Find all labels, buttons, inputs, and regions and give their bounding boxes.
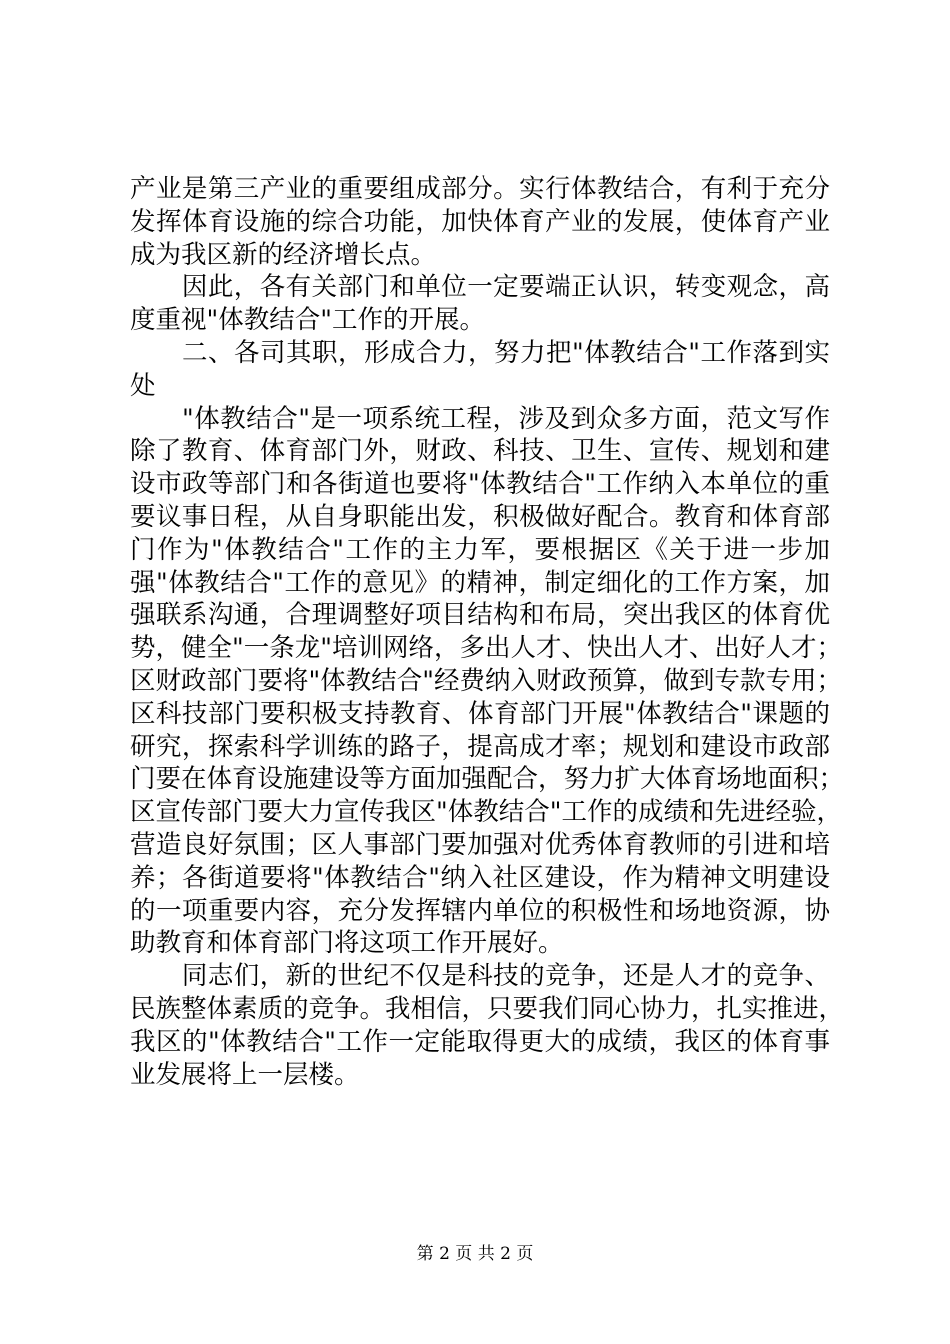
text-line: 强"体教结合"工作的意见》的精神，制定细化的工作方案，加 <box>130 567 830 598</box>
text-line: 成为我区新的经济增长点。 <box>130 239 437 270</box>
text-line: 产业是第三产业的重要组成部分。实行体教结合，有利于充分 <box>130 174 830 204</box>
text-line: "体教结合"是一项系统工程，涉及到众多方面，范文写作 <box>130 403 830 434</box>
text-line: 区财政部门要将"体教结合"经费纳入财政预算，做到专款专用； <box>130 665 842 696</box>
text-line: 处 <box>130 370 156 401</box>
text-line: 同志们，新的世纪不仅是科技的竞争，还是人才的竞争、 <box>130 961 830 992</box>
text-line: 发挥体育设施的综合功能，加快体育产业的发展，使体育产业 <box>130 206 830 237</box>
text-line: 区科技部门要积极支持教育、体育部门开展"体教结合"课题的 <box>130 698 830 729</box>
text-line: 门作为"体教结合"工作的主力军，要根据区《关于进一步加 <box>130 534 830 565</box>
text-line: 门要在体育设施建设等方面加强配合，努力扩大体育场地面积； <box>130 764 845 795</box>
text-line: 强联系沟通，合理调整好项目结构和布局，突出我区的体育优 <box>130 600 830 631</box>
text-line: 势，健全"一条龙"培训网络，多出人才、快出人才、出好人才； <box>130 633 842 664</box>
text-line: 营造良好氛围；区人事部门要加强对优秀体育教师的引进和培 <box>130 829 830 860</box>
text-line: 除了教育、体育部门外，财政、科技、卫生、宣传、规划和建 <box>130 436 830 467</box>
text-line: 我区的"体教结合"工作一定能取得更大的成绩，我区的体育事 <box>130 1026 830 1057</box>
text-line: 业发展将上一层楼。 <box>130 1059 360 1090</box>
text-line: 要议事日程，从自身职能出发，积极做好配合。教育和体育部 <box>130 501 830 532</box>
text-line: 的一项重要内容，充分发挥辖内单位的积极性和场地资源，协 <box>130 895 830 926</box>
text-line: 度重视"体教结合"工作的开展。 <box>130 305 485 336</box>
document-body <box>130 173 845 1091</box>
text-line: 因此，各有关部门和单位一定要端正认识，转变观念，高 <box>130 272 830 303</box>
text-line: 研究，探索科学训练的路子，提高成才率；规划和建设市政部 <box>130 731 830 762</box>
text-line: 二、各司其职，形成合力，努力把"体教结合"工作落到实 <box>130 337 830 368</box>
text-line: 养；各街道要将"体教结合"纳入社区建设，作为精神文明建设 <box>130 862 830 893</box>
text-line: 设市政等部门和各街道也要将"体教结合"工作纳入本单位的重 <box>130 469 830 500</box>
text-line: 区宣传部门要大力宣传我区"体教结合"工作的成绩和先进经验， <box>130 797 842 828</box>
text-line: 民族整体素质的竞争。我相信，只要我们同心协力，扎实推进， <box>130 993 845 1024</box>
text-line: 助教育和体育部门将这项工作开展好。 <box>130 928 564 959</box>
page-footer: 第 2 页 共 2 页 <box>416 1244 534 1264</box>
